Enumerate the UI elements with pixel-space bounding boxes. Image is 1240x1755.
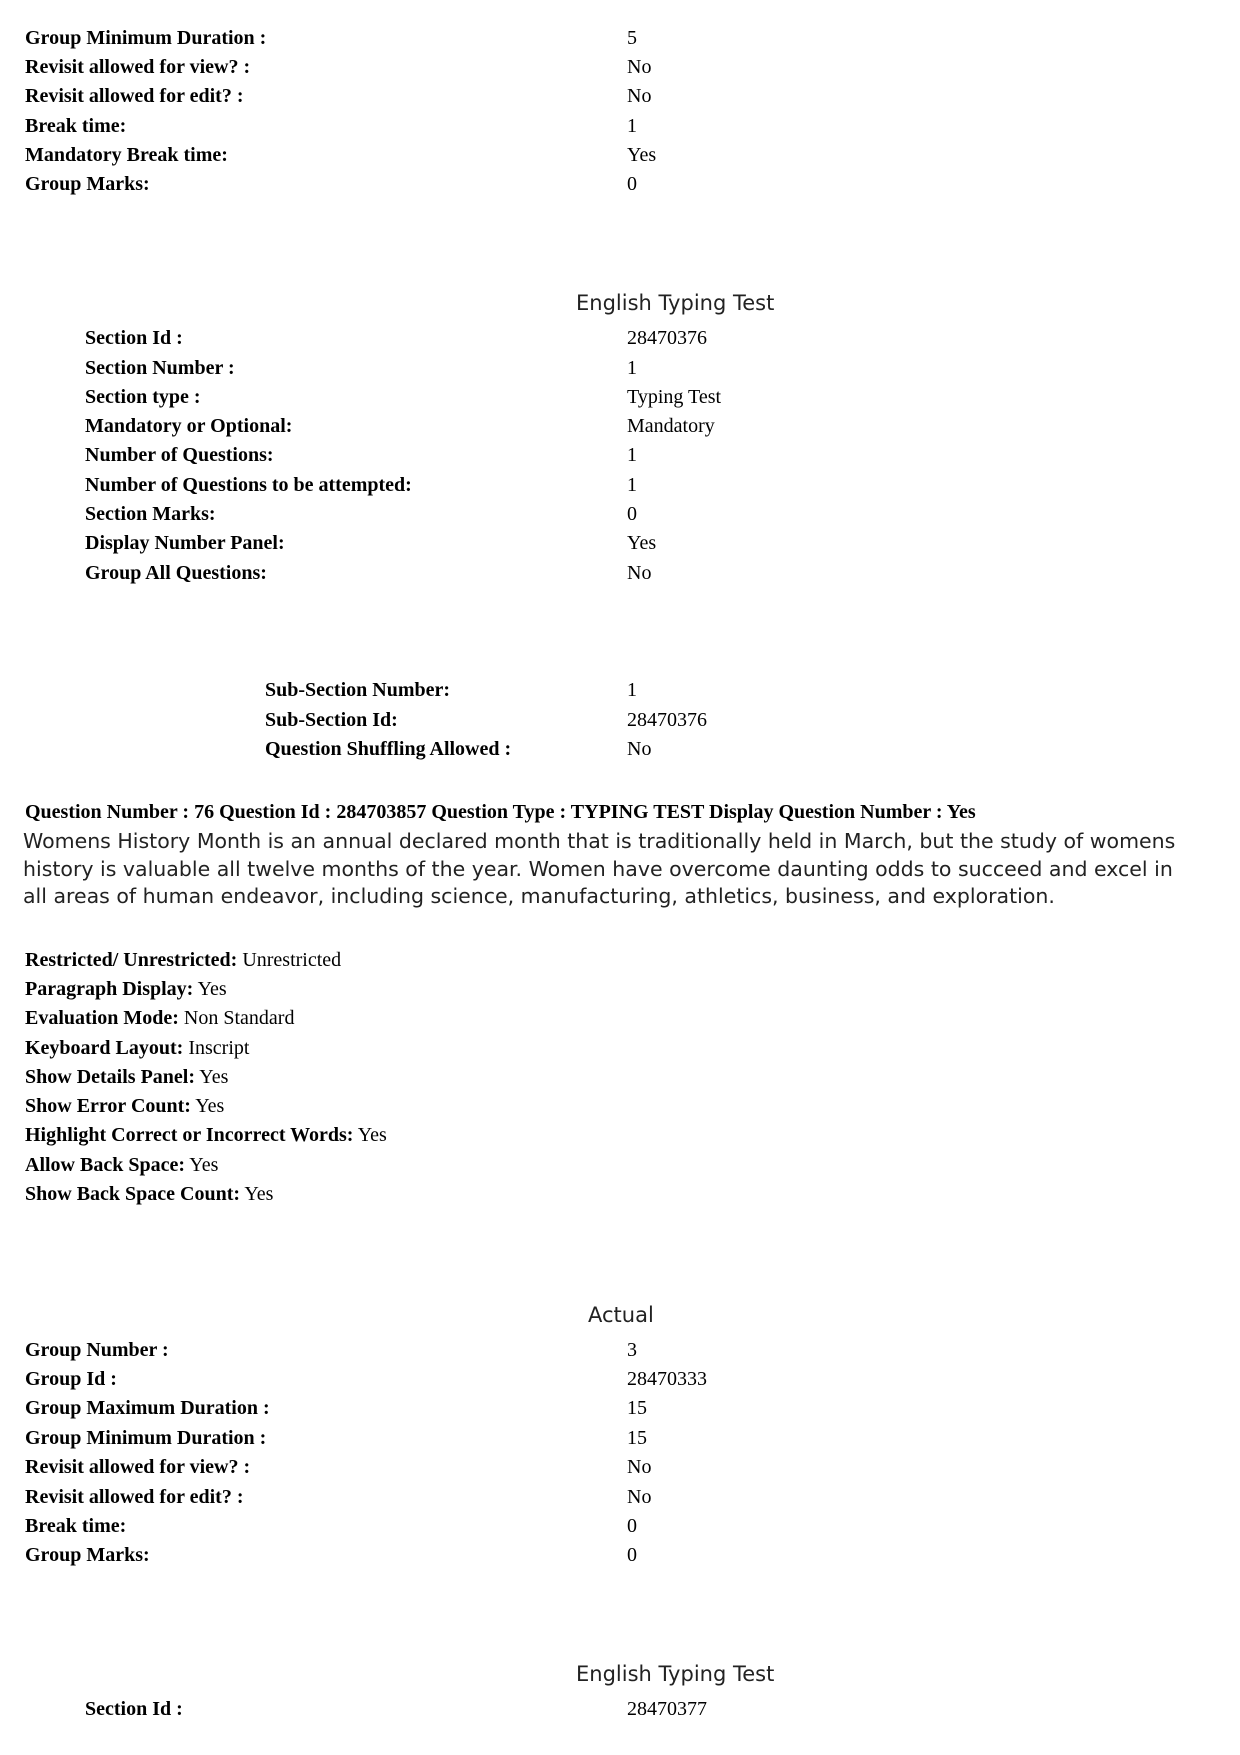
setting-label: Show Details Panel: — [25, 1066, 195, 1088]
group-marks-value: 0 — [627, 173, 637, 195]
group-id-label: Group Id : — [25, 1368, 117, 1390]
group-number-value: 3 — [627, 1339, 637, 1361]
question-text: Womens History Month is an annual declared month that is traditionally held in March, but the study of womens history is valuable all twelve months of the year. Women have overcome daunting odds to succeed and excel in all areas of human endeavor, including science, manufacturing, athletics, business, and exploration. — [23, 829, 1176, 908]
group-id-value: 28470333 — [627, 1368, 707, 1390]
revisit-view-label: Revisit allowed for view? : — [25, 56, 251, 78]
section-id-value: 28470376 — [627, 327, 707, 349]
section-type-value: Typing Test — [627, 386, 722, 408]
setting-value: Yes — [199, 1066, 229, 1088]
setting-label: Allow Back Space: — [25, 1154, 185, 1176]
setting-value: Yes — [195, 1095, 225, 1117]
group-min-duration-label: Group Minimum Duration : — [25, 27, 267, 49]
setting-evaluation-mode — [25, 1006, 294, 1030]
setting-show-details-panel — [25, 1065, 228, 1089]
setting-value: Yes — [189, 1154, 219, 1176]
break-time-label: Break time: — [25, 1515, 127, 1537]
setting-value: Yes — [357, 1124, 387, 1146]
mandatory-optional-label: Mandatory or Optional: — [85, 415, 293, 437]
revisit-view-value: No — [627, 56, 652, 78]
group-all-questions-label: Group All Questions: — [85, 562, 267, 584]
revisit-edit-value: No — [627, 85, 652, 107]
group-marks-label: Group Marks: — [25, 173, 150, 195]
setting-label: Show Back Space Count: — [25, 1183, 241, 1205]
mandatory-optional-value: Mandatory — [627, 415, 715, 437]
section-id-value: 28470377 — [627, 1698, 707, 1720]
setting-allow-back-space — [25, 1153, 218, 1177]
group-min-duration-value: 15 — [627, 1427, 647, 1449]
section-id-label: Section Id : — [85, 327, 183, 349]
setting-value: Inscript — [188, 1037, 250, 1059]
group-marks-value: 0 — [627, 1544, 637, 1566]
break-time-label: Break time: — [25, 115, 127, 137]
display-number-panel-value: Yes — [627, 532, 657, 554]
section-heading: English Typing Test — [576, 291, 775, 315]
revisit-view-value: No — [627, 1456, 652, 1478]
setting-label: Evaluation Mode: — [25, 1007, 179, 1029]
num-attempt-label: Number of Questions to be attempted: — [85, 474, 412, 496]
setting-value: Non Standard — [183, 1007, 295, 1029]
revisit-edit-label: Revisit allowed for edit? : — [25, 1486, 244, 1508]
setting-show-back-space-count — [25, 1182, 273, 1206]
group-heading: Actual — [588, 1303, 654, 1327]
group-marks-label: Group Marks: — [25, 1544, 150, 1566]
subsection-number-label: Sub-Section Number: — [265, 679, 451, 701]
setting-value: Unrestricted — [242, 949, 342, 971]
section-number-label: Section Number : — [85, 357, 235, 379]
mandatory-break-value: Yes — [627, 144, 657, 166]
section-number-value: 1 — [627, 357, 637, 379]
group-min-duration-label: Group Minimum Duration : — [25, 1427, 267, 1449]
mandatory-break-label: Mandatory Break time: — [25, 144, 228, 166]
group-all-questions-value: No — [627, 562, 652, 584]
subsection-number-value: 1 — [627, 679, 637, 701]
question-shuffling-label: Question Shuffling Allowed : — [265, 738, 512, 760]
section-heading: English Typing Test — [576, 1662, 775, 1686]
display-number-panel-label: Display Number Panel: — [85, 532, 285, 554]
setting-label: Show Error Count: — [25, 1095, 191, 1117]
group-number-label: Group Number : — [25, 1339, 169, 1361]
break-time-value: 0 — [627, 1515, 637, 1537]
question-shuffling-value: No — [627, 738, 652, 760]
section-marks-value: 0 — [627, 503, 637, 525]
question-header: Question Number : 76 Question Id : 284703857 Question Type : TYPING TEST Display Question Number : Yes — [25, 801, 976, 823]
setting-show-error-count — [25, 1094, 224, 1118]
revisit-view-label: Revisit allowed for view? : — [25, 1456, 251, 1478]
section-type-label: Section type : — [85, 386, 201, 408]
setting-keyboard-layout — [25, 1036, 249, 1060]
setting-restricted — [25, 948, 341, 972]
setting-label: Restricted/ Unrestricted: — [25, 949, 238, 971]
revisit-edit-label: Revisit allowed for edit? : — [25, 85, 244, 107]
setting-label: Keyboard Layout: — [25, 1037, 184, 1059]
num-questions-label: Number of Questions: — [85, 444, 274, 466]
group-max-duration-value: 15 — [627, 1397, 647, 1419]
setting-label: Highlight Correct or Incorrect Words: — [25, 1124, 354, 1146]
revisit-edit-value: No — [627, 1486, 652, 1508]
break-time-value: 1 — [627, 115, 637, 137]
setting-highlight-words — [25, 1123, 387, 1147]
section-id-label: Section Id : — [85, 1698, 183, 1720]
subsection-id-label: Sub-Section Id: — [265, 709, 398, 731]
group-min-duration-value: 5 — [627, 27, 637, 49]
group-max-duration-label: Group Maximum Duration : — [25, 1397, 270, 1419]
setting-paragraph-display — [25, 977, 227, 1001]
setting-value: Yes — [244, 1183, 274, 1205]
section-marks-label: Section Marks: — [85, 503, 216, 525]
num-questions-value: 1 — [627, 444, 637, 466]
subsection-id-value: 28470376 — [627, 709, 707, 731]
setting-label: Paragraph Display: — [25, 978, 194, 1000]
setting-value: Yes — [197, 978, 227, 1000]
num-attempt-value: 1 — [627, 474, 637, 496]
